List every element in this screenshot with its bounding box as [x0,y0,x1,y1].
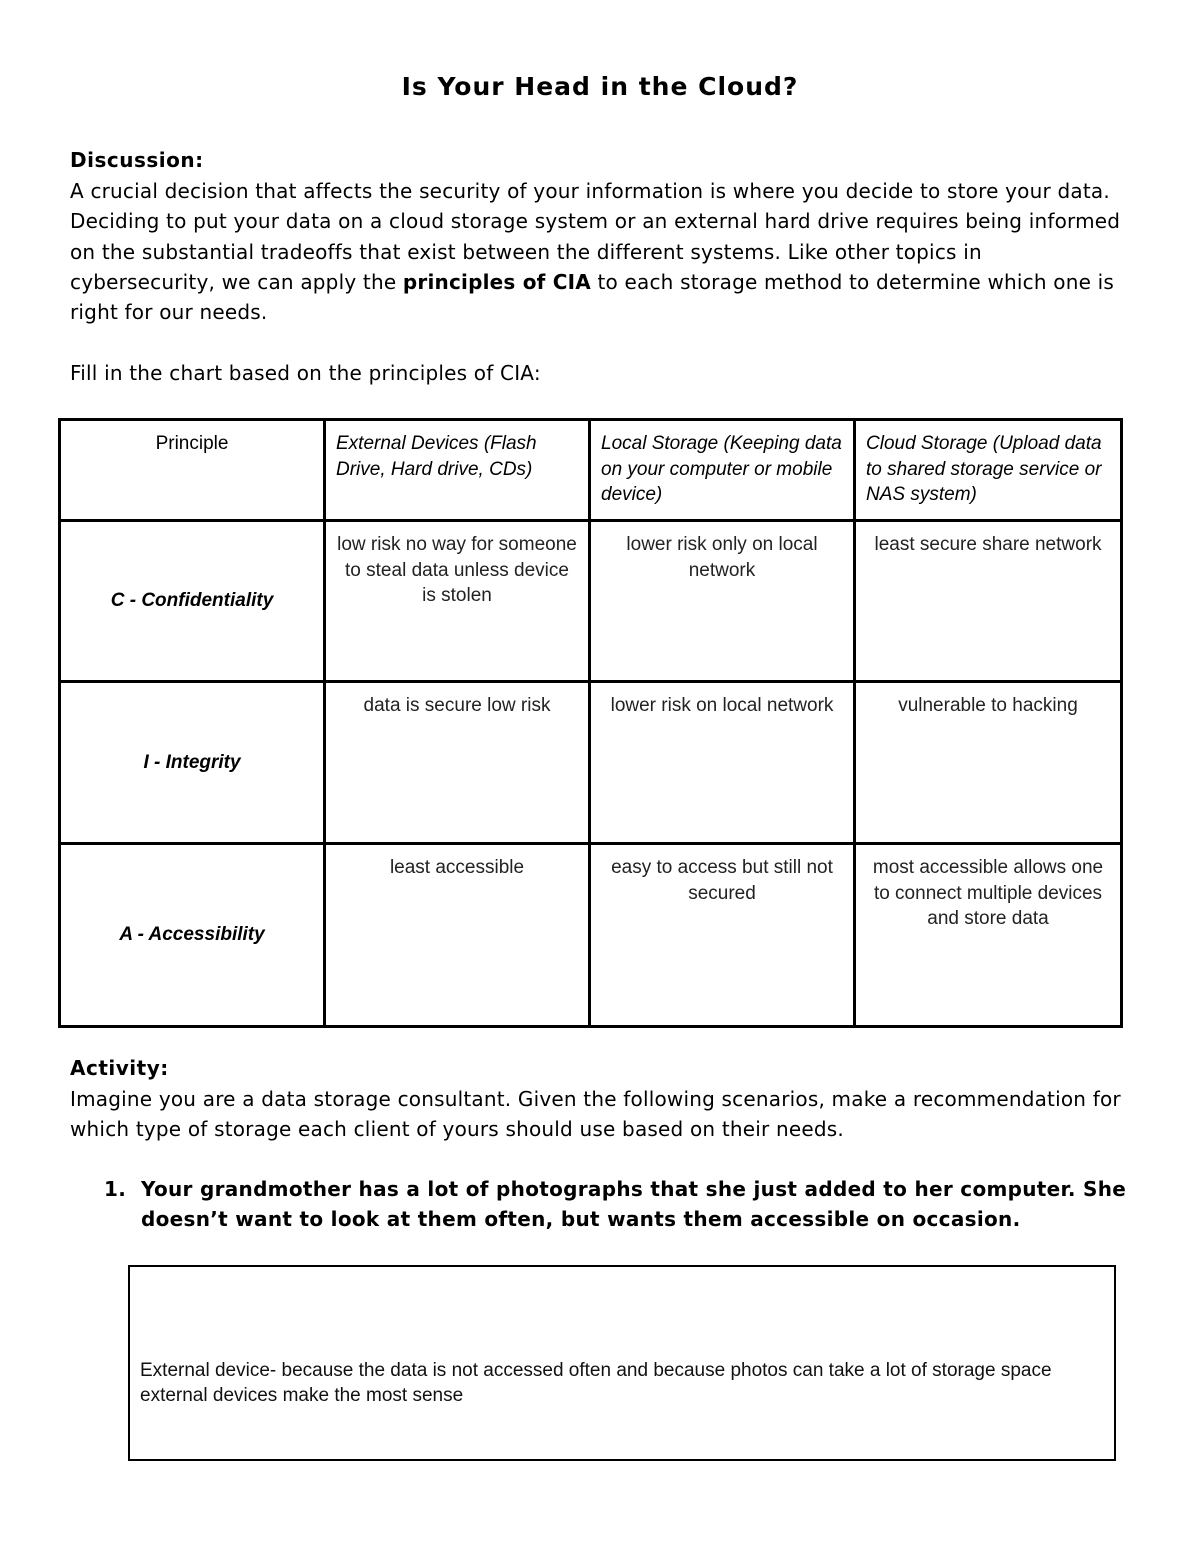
cia-table [58,418,1123,1028]
question-text: Your grandmother has a lot of photographs that she just added to her computer. She doesn’t want to look at them often, but wants them accessible on occasion. [141,1177,1127,1231]
chart-instruction: Fill in the chart based on the principles of CIA: [70,361,541,385]
table-cell[interactable]: easy to access but still not secured [590,844,855,1027]
table-cell[interactable]: vulnerable to hacking [855,682,1122,844]
table-header-row [60,420,1122,521]
table-row [60,682,1122,844]
answer-text[interactable]: External device- because the data is not accessed often and because photos can take a lot of storage space external devices make the most sense [140,1360,1052,1406]
discussion-bold-term: principles of CIA [402,269,591,294]
header-local-storage: Local Storage (Keeping data on your computer or mobile device) [590,420,855,521]
table-row [60,521,1122,682]
discussion-text-start: A crucial decision that affects the security of your information is where you decide to store your data. Deciding to put your data on a cloud storage system or an external hard drive requires being informed on the substantial tradeoffs that exist between the different systems. Like other topics in cybersecurity, we can apply the [70,179,1121,294]
header-cloud-storage: Cloud Storage (Upload data to shared storage service or NAS system) [855,420,1122,521]
question-number: 1. [104,1177,127,1201]
discussion-paragraph [70,176,1130,327]
table-row [60,844,1122,1027]
table-cell[interactable]: data is secure low risk [325,682,590,844]
activity-heading: Activity: [70,1056,169,1080]
row-label-confidentiality: C - Confidentiality [60,521,325,682]
header-principle: Principle [60,420,325,521]
discussion-heading: Discussion: [70,148,204,172]
table-cell[interactable]: most accessible allows one to connect multiple devices and store data [855,844,1122,1027]
question-1 [104,1174,1144,1234]
activity-paragraph: Imagine you are a data storage consultant. Given the following scenarios, make a recommendation for which type of storage each client of yours should use based on their needs. [70,1087,1121,1142]
table-cell[interactable]: lower risk on local network [590,682,855,844]
answer-box[interactable] [128,1265,1116,1461]
page-title: Is Your Head in the Cloud? [401,72,799,101]
table-cell[interactable]: lower risk only on local network [590,521,855,682]
table-cell[interactable]: low risk no way for someone to steal data unless device is stolen [325,521,590,682]
row-label-accessibility: A - Accessibility [60,844,325,1027]
row-label-integrity: I - Integrity [60,682,325,844]
header-external-devices: External Devices (Flash Drive, Hard drive, CDs) [325,420,590,521]
table-cell[interactable]: least accessible [325,844,590,1027]
discussion-text-end: to each storage method to determine which one is right for our needs. [70,269,1115,325]
table-cell[interactable]: least secure share network [855,521,1122,682]
